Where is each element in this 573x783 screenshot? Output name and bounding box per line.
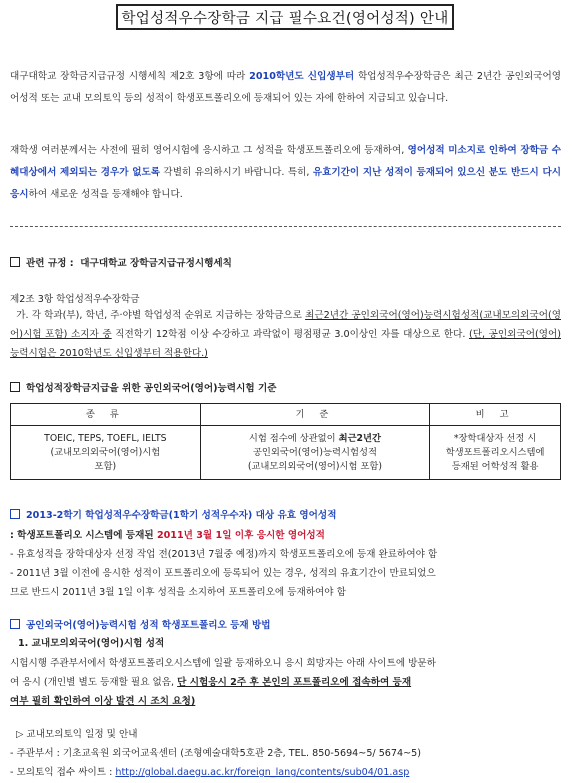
intro-paragraph-1 (10, 66, 561, 110)
clause-underlined-text: 최근2년간 공인외국어(영어)능력시험성적(교내모의외국어(영어)시험 포함) 소지자 중 (10, 310, 561, 340)
table-header-row (11, 404, 561, 426)
criteria-heading (10, 381, 561, 397)
cell-bold-text: 최근2년간 (338, 432, 381, 444)
cell-line: (교내모의외국어(영어)시험 포함) (247, 460, 383, 472)
cell-test-types (11, 426, 201, 480)
table-header-type: 종 류 (11, 404, 201, 426)
cell-basis (200, 426, 430, 480)
cell-line: (교내모의외국어(영어)시험 (50, 446, 161, 458)
cell-line: 등재된 어학성적 활용 (451, 460, 539, 472)
register-line-1: 시험시행 주관부서에서 학생포트폴리오시스템에 일괄 등재하오니 응시 희망자는 아래 사이트에 방문하 (10, 658, 436, 669)
mock-toeic-site-link[interactable]: http://global.daegu.ac.kr/foreign_lang/contents/sub04/01.asp (115, 767, 410, 778)
cell-line: 공인외국어(영어)능력시험성적 (252, 446, 377, 458)
cell-note (430, 426, 561, 480)
cell-line (203, 432, 428, 446)
mock-toeic-schedule: ▷ 교내모의토익 일정 및 안내 (16, 729, 138, 740)
clause-title: 제2조 3항 학업성적우수장학금 (10, 294, 140, 305)
valid-score-text: : 학생포트폴리오 시스템에 등재된 (10, 530, 157, 541)
page-title: 학업성적우수장학금 지급 필수요건(영어성적) 안내 (116, 4, 454, 30)
intro-text: 재학생 여러분께서는 사전에 필히 영어시험에 응시하고 그 성적을 학생포트폴리오에 등재하여, (10, 145, 408, 156)
related-rule-value: 대구대학교 장학금지급규정시행세칙 (80, 258, 232, 269)
checkbox-square-icon (10, 509, 20, 519)
cell-text: 시험 점수에 상관없이 (248, 432, 339, 444)
divider (10, 226, 561, 227)
valid-score-heading-text: 2013-2학기 학업성적우수장학금(1학기 성적우수자) 대상 유효 영어성적 (26, 510, 337, 521)
criteria-heading-text: 학업성적장학금지급을 위한 공인외국어(영어)능력시험 기준 (26, 383, 277, 394)
register-underlined-text: 단 시험응시 2주 후 본인의 포트폴리오에 접속하여 등재 (177, 677, 412, 688)
intro-text: 대구대학교 장학금지급규정 시행세칙 제2호 3항에 따라 (10, 71, 250, 82)
intro-highlight-freshmen: 2010학년도 신입생부터 (249, 71, 355, 82)
intro-highlight-retake: 유효기간이 지난 성적이 등재되어 있으신 분도 반드시 다시 응시 (10, 167, 561, 200)
register-heading-text: 공인외국어(영어)능력시험 성적 학생포트폴리오 등재 방법 (26, 620, 271, 631)
cell-line: 학생포트폴리오시스템에 (445, 446, 545, 458)
table-header-basis: 기 준 (200, 404, 430, 426)
register-text: 여 응시 (개인별 별도 등재할 필요 없음, (10, 677, 178, 688)
related-rule-label: 관련 규정 : (26, 258, 74, 269)
criteria-table (10, 403, 561, 480)
valid-score-note-1: - 유효성적을 장학대상자 선정 작업 전(2013년 7월중 예정)까지 학생포트폴리오에 등재 완료하여야 함 (10, 549, 438, 560)
intro-text: 하여 새로운 성적을 등재해야 합니다. (28, 189, 183, 200)
table-row (11, 426, 561, 480)
site-label: - 모의토익 접수 싸이트 : (10, 767, 116, 778)
checkbox-square-icon (10, 619, 20, 629)
intro-text: 각별히 유의하시기 바랍니다. 특히, (160, 167, 313, 178)
checkbox-square-icon (10, 382, 20, 392)
cell-line: *장학대상자 선정 시 (453, 432, 537, 444)
register-heading (10, 618, 561, 634)
cell-line: 포함) (94, 460, 117, 472)
intro-paragraph-2 (10, 140, 561, 206)
valid-score-rule (10, 526, 561, 545)
checkbox-square-icon (10, 257, 20, 267)
valid-score-date-highlight: 2011년 3월 1일 이후 응시한 영어성적 (156, 530, 325, 541)
valid-score-heading (10, 508, 561, 524)
register-subheading: 1. 교내모의외국어(영어)시험 성적 (18, 638, 165, 649)
intro-text: 학업성적우수장학금은 최근 2년간 공인외국어영어성적 또는 교내 모의토익 등의 성적이 학생포트폴리오에 등재되어 있는 자에 한하여 지급되고 있습니다. (10, 71, 561, 104)
clause-text: 가. 각 학과(부), 학년, 주·야별 학업성적 순위로 지급하는 장학금으로 (16, 310, 306, 321)
register-line-3: 여부 필히 확인하여 이상 발견 시 조치 요청) (10, 696, 196, 707)
cell-line: TOEIC, TEPS, TOEFL, IELTS (44, 432, 167, 444)
intro-highlight-warning: 영어성적 미소지로 인하여 장학금 수혜대상에서 제외되는 경우가 없도록 (10, 145, 562, 178)
table-header-note: 비 고 (430, 404, 561, 426)
valid-score-note-2: - 2011년 3월 이전에 응시한 성적이 포트폴리오에 등록되어 있는 경우, 성적의 유효기간이 만료되었으 (10, 568, 436, 579)
register-line-2 (10, 673, 561, 692)
clause-text: 직전학기 12학점 이상 수강하고 과락없이 평점평균 3.0이상인 자를 대상으로 한다. (111, 329, 469, 340)
clause-underlined-note: (단, 공인외국어(영어)능력시험은 2010학년도 신입생부터 적용한다.) (10, 329, 561, 359)
organizer-department: - 주관부서 : 기초교육원 외국어교육센터 (조형예술대학5호관 2층, TEL. 850-5694~5/ 5674~5) (10, 748, 422, 759)
valid-score-note-3: 므로 반드시 2011년 3월 1일 이후 성적을 소지하여 포트폴리오에 등재하여야 함 (10, 587, 346, 598)
clause-body (10, 306, 561, 363)
related-rule-heading (10, 256, 561, 272)
mock-toeic-site (10, 763, 561, 782)
